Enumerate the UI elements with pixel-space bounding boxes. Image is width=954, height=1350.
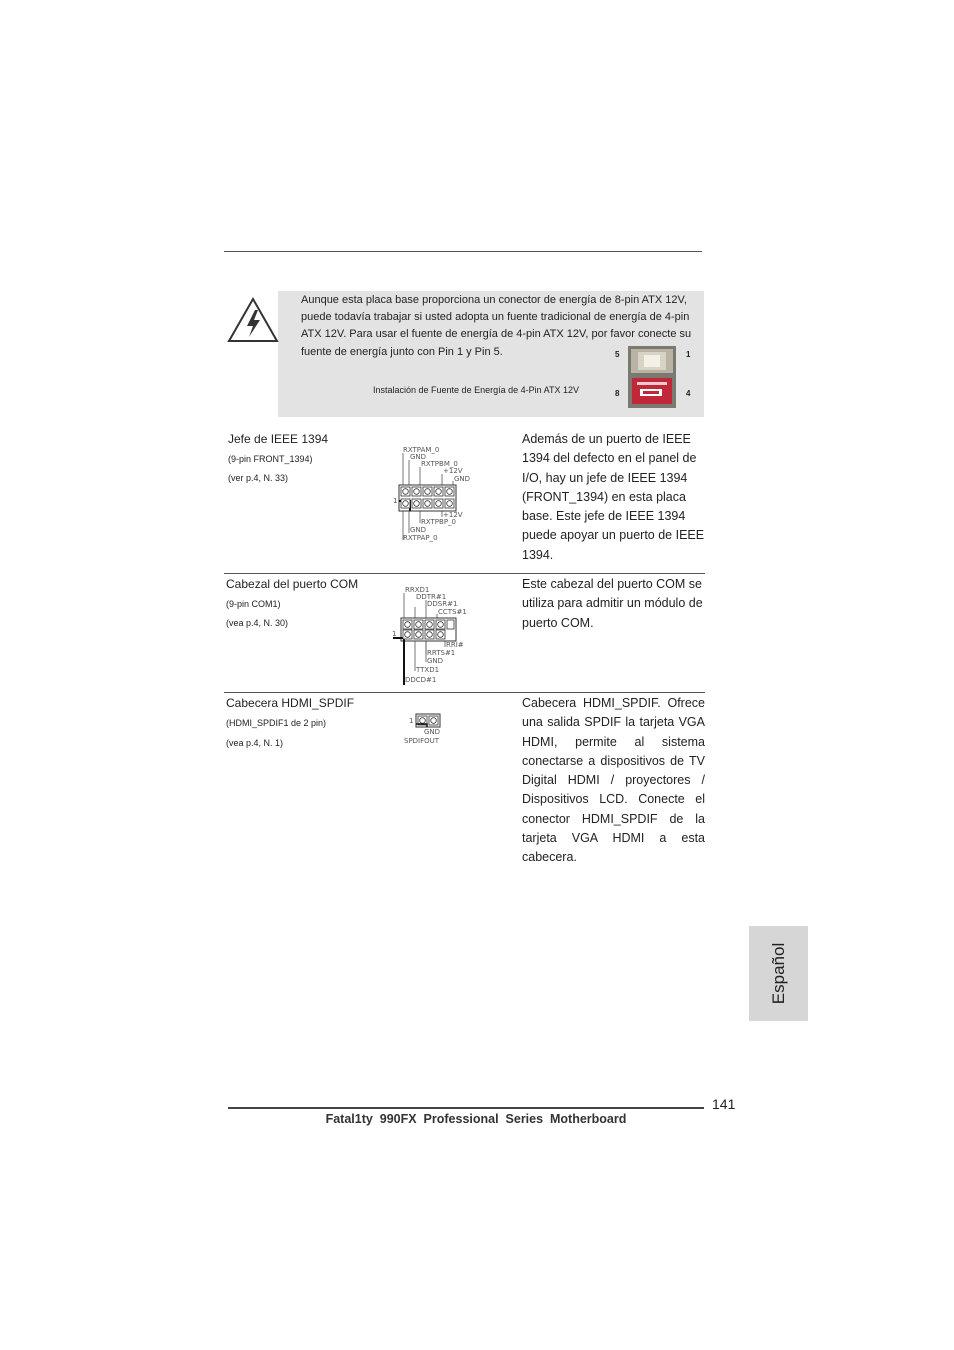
hdmi-spdif-description: Cabecera HDMI_SPDIF. Ofrece una salida SPDIF la tarjeta VGA HDMI, permite al sistema conectarse a dispositivos de TV Digital HDMI / proyectores / Dispositivos LCD. Conecte el conector HDMI_SPDIF de la tarjeta VGA HDMI a esta cabecera.	[522, 696, 705, 865]
com-header-diagram	[391, 585, 481, 687]
ieee1394-pin-1-marker: 1	[393, 497, 398, 505]
ieee1394-divider	[224, 573, 705, 574]
ieee1394-pin-rxtpbm0: RXTPBM_0	[421, 460, 458, 468]
hdmi-spdif-subtitle: (HDMI_SPDIF1 de 2 pin)	[226, 718, 327, 728]
com-pin-ddcd1: DDCD#1	[405, 676, 437, 684]
com-pin-gnd: GND	[427, 657, 444, 665]
ieee1394-pin-rxtpbp0: RXTPBP_0	[421, 518, 457, 526]
atx-connector-photo	[628, 346, 676, 408]
high-voltage-warning-icon	[226, 296, 280, 344]
ieee1394-subtitle: (9-pin FRONT_1394)	[228, 454, 313, 464]
ieee1394-header-diagram	[393, 443, 483, 545]
footer-divider	[228, 1107, 704, 1109]
pin-label-1: 1	[686, 350, 691, 359]
hdmi-spdif-header-diagram	[402, 712, 462, 748]
pin-label-4: 4	[686, 389, 691, 398]
hdmi-spdif-pin-gnd: GND	[424, 728, 441, 736]
com-pin-rrts1: RRTS#1	[427, 649, 456, 657]
warning-note-caption: Instalación de Fuente de Energía de 4-Pin ATX 12V	[373, 385, 579, 395]
ieee1394-pin-gnd-c: GND	[410, 526, 427, 534]
ieee1394-reference: (ver p.4, N. 33)	[228, 473, 289, 483]
ieee1394-pin-rxtpam0: RXTPAM_0	[403, 446, 440, 454]
hdmi-spdif-pin-1-marker: 1	[409, 717, 414, 725]
pin-label-8: 8	[615, 389, 620, 398]
com-divider	[224, 692, 705, 693]
hdmi-spdif-reference: (vea p.4, N. 1)	[226, 738, 284, 748]
com-pin-ttxd1: TTXD1	[416, 666, 440, 674]
com-pin-rrxd1: RRXD1	[405, 586, 430, 594]
com-pin-rri: RRI#	[446, 641, 464, 649]
ieee1394-pin-12v-b: +12V	[443, 511, 463, 519]
ieee1394-pin-gnd-a: GND	[410, 453, 427, 461]
ieee1394-pin-rxtpap0: RXTPAP_0	[403, 534, 438, 542]
ieee1394-title: Jefe de IEEE 1394	[228, 432, 329, 446]
com-subtitle: (9-pin COM1)	[226, 599, 281, 609]
com-pin-ddsr1: DDSR#1	[427, 600, 458, 608]
pin-label-5: 5	[615, 350, 620, 359]
page-number: 141	[712, 1096, 736, 1112]
com-pin-1-marker: 1	[392, 630, 397, 638]
footer-product-name: Fatal1ty 990FX Professional Series Motherboard	[325, 1112, 627, 1126]
com-title: Cabezal del puerto COM	[226, 577, 359, 591]
language-tab	[749, 926, 808, 1021]
ieee1394-pin-gnd-b: GND	[454, 475, 471, 483]
ieee1394-pin-12v-a: +12V	[443, 467, 463, 475]
ieee1394-description: Además de un puerto de IEEE 1394 del defecto en el panel de I/O, hay un jefe de IEEE 1394 (FRONT_1394) en esta placa base. Este jefe de IEEE 1394 puede apoyar un puerto de IEEE 1394.	[522, 432, 705, 562]
hdmi-spdif-pin-spdifout: SPDIFOUT	[404, 737, 440, 745]
warning-note-text: Aunque esta placa base proporciona un conector de energía de 8-pin ATX 12V, puede todavía trabajar si usted adopta un fuente tradicional de energía de 4-pin ATX 12V. Para usar el fuente de energía de 4-pin ATX 12V, por favor conecte su fuente de energía junto con Pin 1 y Pin 5.	[301, 294, 692, 358]
com-pin-ddtr1: DDTR#1	[416, 593, 447, 601]
com-reference: (vea p.4, N. 30)	[226, 618, 289, 628]
top-divider	[224, 251, 702, 252]
com-pin-ccts1: CCTS#1	[438, 608, 467, 616]
hdmi-spdif-title: Cabecera HDMI_SPDIF	[226, 696, 355, 710]
language-tab-label: Español	[768, 942, 788, 1005]
com-description: Este cabezal del puerto COM se utiliza para admitir un módulo de puerto COM.	[522, 577, 703, 630]
